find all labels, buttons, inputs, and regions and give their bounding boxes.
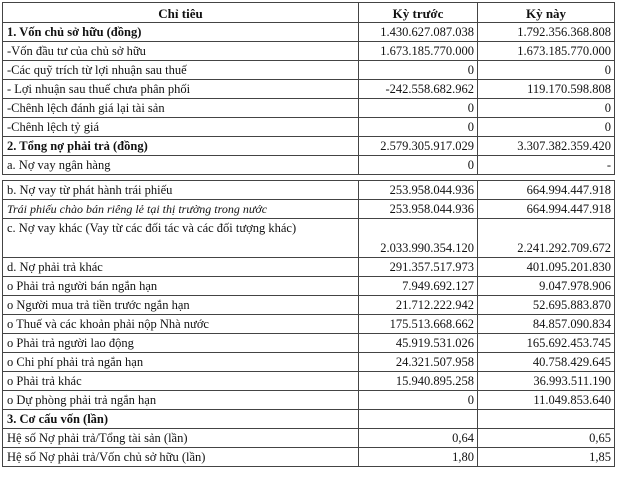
row-prev-value: 175.513.668.662 [359,315,478,334]
row-prev-value: 0 [359,118,478,137]
row-label: -Các quỹ trích từ lợi nhuận sau thuế [3,61,359,80]
table-row-capital-structure [3,410,615,429]
row-label: Trái phiếu chào bán riêng lẻ tại thị trường trong nước [3,200,359,219]
row-label: o Dự phòng phải trả ngắn hạn [3,391,359,410]
table-row [3,80,615,99]
row-curr-value: 3.307.382.359.420 [478,137,615,156]
row-label: a. Nợ vay ngân hàng [3,156,359,175]
row-prev-value: 2.033.990.354.120 [359,219,478,258]
row-prev-value: 2.579.305.917.029 [359,137,478,156]
table-row [3,372,615,391]
row-curr-value [478,410,615,429]
row-label: c. Nợ vay khác (Vay từ các đối tác và các đối tượng khác) [3,219,359,258]
row-label: b. Nợ vay từ phát hành trái phiếu [3,181,359,200]
row-prev-value: 1,80 [359,448,478,467]
row-label: -Vốn đầu tư của chủ sở hữu [3,42,359,61]
row-curr-value: - [478,156,615,175]
row-label: 2. Tổng nợ phải trả (đồng) [3,137,359,156]
row-curr-value: 664.994.447.918 [478,181,615,200]
row-curr-value: 401.095.201.830 [478,258,615,277]
table-row [3,296,615,315]
row-curr-value: 11.049.853.640 [478,391,615,410]
table-row [3,118,615,137]
capital-structure-table [2,2,615,467]
row-prev-value: -242.558.682.962 [359,80,478,99]
table-row-liabilities [3,137,615,156]
table-row [3,315,615,334]
table-row [3,156,615,175]
row-curr-value: 40.758.429.645 [478,353,615,372]
row-label: o Phải trả người bán ngắn hạn [3,277,359,296]
row-curr-value: 0 [478,61,615,80]
header-indicator: Chỉ tiêu [3,3,359,23]
table-row [3,277,615,296]
table-row [3,61,615,80]
row-prev-value: 1.430.627.087.038 [359,23,478,42]
row-prev-value: 24.321.507.958 [359,353,478,372]
table-row [3,258,615,277]
table-row [3,448,615,467]
row-label: d. Nợ phải trả khác [3,258,359,277]
row-curr-value: 9.047.978.906 [478,277,615,296]
row-curr-value: 0,65 [478,429,615,448]
row-curr-value: 84.857.090.834 [478,315,615,334]
table-row [3,42,615,61]
row-curr-value: 119.170.598.808 [478,80,615,99]
row-curr-value: 2.241.292.709.672 [478,219,615,258]
header-current-period: Kỳ này [478,3,615,23]
row-label: -Chênh lệch đánh giá lại tài sản [3,99,359,118]
row-label: o Người mua trả tiền trước ngắn hạn [3,296,359,315]
row-curr-value: 1.673.185.770.000 [478,42,615,61]
row-curr-value: 1.792.356.368.808 [478,23,615,42]
row-curr-value: 165.692.453.745 [478,334,615,353]
row-prev-value [359,410,478,429]
row-label: - Lợi nhuận sau thuế chưa phân phối [3,80,359,99]
row-prev-value: 291.357.517.973 [359,258,478,277]
row-prev-value: 1.673.185.770.000 [359,42,478,61]
row-curr-value: 1,85 [478,448,615,467]
table-row-equity [3,23,615,42]
table-row [3,200,615,219]
row-prev-value: 15.940.895.258 [359,372,478,391]
table-header-row [3,3,615,23]
row-label: -Chênh lệch tỷ giá [3,118,359,137]
row-label: 3. Cơ cấu vốn (lần) [3,410,359,429]
row-curr-value: 36.993.511.190 [478,372,615,391]
row-prev-value: 21.712.222.942 [359,296,478,315]
row-prev-value: 45.919.531.026 [359,334,478,353]
row-label: 1. Vốn chủ sở hữu (đồng) [3,23,359,42]
table-row [3,181,615,200]
table-row [3,219,615,258]
row-label: Hệ số Nợ phải trả/Vốn chủ sở hữu (lần) [3,448,359,467]
table-row [3,391,615,410]
row-prev-value: 0 [359,99,478,118]
header-previous-period: Kỳ trước [359,3,478,23]
row-prev-value: 7.949.692.127 [359,277,478,296]
row-prev-value: 0 [359,61,478,80]
table-row [3,353,615,372]
row-label: o Phải trả người lao động [3,334,359,353]
row-label: o Chi phí phải trả ngắn hạn [3,353,359,372]
row-label: Hệ số Nợ phải trả/Tổng tài sản (lần) [3,429,359,448]
row-curr-value: 52.695.883.870 [478,296,615,315]
row-prev-value: 253.958.044.936 [359,181,478,200]
table-row [3,99,615,118]
row-curr-value: 664.994.447.918 [478,200,615,219]
table-row [3,429,615,448]
row-label: o Phải trả khác [3,372,359,391]
row-curr-value: 0 [478,118,615,137]
row-prev-value: 0 [359,156,478,175]
row-label: o Thuế và các khoản phải nộp Nhà nước [3,315,359,334]
row-prev-value: 0,64 [359,429,478,448]
table-row [3,334,615,353]
row-curr-value: 0 [478,99,615,118]
row-prev-value: 253.958.044.936 [359,200,478,219]
row-prev-value: 0 [359,391,478,410]
